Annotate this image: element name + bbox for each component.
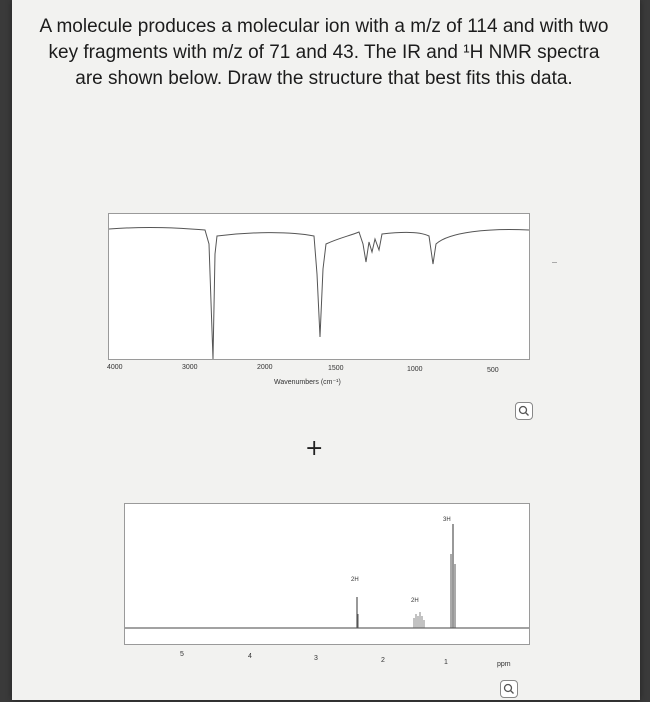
- zoom-icon[interactable]: [515, 402, 533, 420]
- nmr-tick: 3: [314, 655, 318, 662]
- nmr-peak-triplet-2h: [357, 597, 358, 628]
- nmr-peak-label: 3H: [443, 517, 451, 523]
- ir-axis-title: Wavenumbers (cm⁻¹): [274, 379, 341, 386]
- nmr-tick: 2: [381, 657, 385, 664]
- nmr-tick: 1: [444, 659, 448, 666]
- ir-tick: 2000: [257, 364, 273, 371]
- ir-tick: 4000: [107, 364, 123, 371]
- crosshair-icon: +: [305, 436, 324, 461]
- nmr-tick: 4: [248, 653, 252, 660]
- ir-tick: 1500: [328, 365, 344, 372]
- nmr-peak-label: 2H: [411, 598, 419, 604]
- nmr-spectrum-svg: [125, 504, 529, 644]
- nmr-peak-label: 2H: [351, 577, 359, 583]
- question-text: A molecule produces a molecular ion with a m/z of 114 and with two key fragments with m/z of 71 and 43. The IR and ¹H NMR spectra are shown below. Draw the structure that best fits this data.: [39, 16, 609, 89]
- ir-tick: 1000: [407, 366, 423, 373]
- nmr-axis-unit: ppm: [497, 661, 511, 668]
- divider: [552, 262, 557, 263]
- ir-tick: 500: [487, 367, 499, 374]
- ir-spectrum: [108, 213, 530, 360]
- ir-spectrum-svg: [109, 214, 529, 359]
- ir-trace: [109, 227, 529, 359]
- ir-tick: 3000: [182, 364, 198, 371]
- zoom-icon[interactable]: [500, 680, 518, 698]
- question-panel: [12, 0, 640, 700]
- nmr-tick: 5: [180, 651, 184, 658]
- nmr-spectrum: [124, 503, 530, 645]
- nmr-peak-multiplet-2h: [414, 612, 424, 628]
- nmr-peak-triplet-3h: [451, 524, 455, 628]
